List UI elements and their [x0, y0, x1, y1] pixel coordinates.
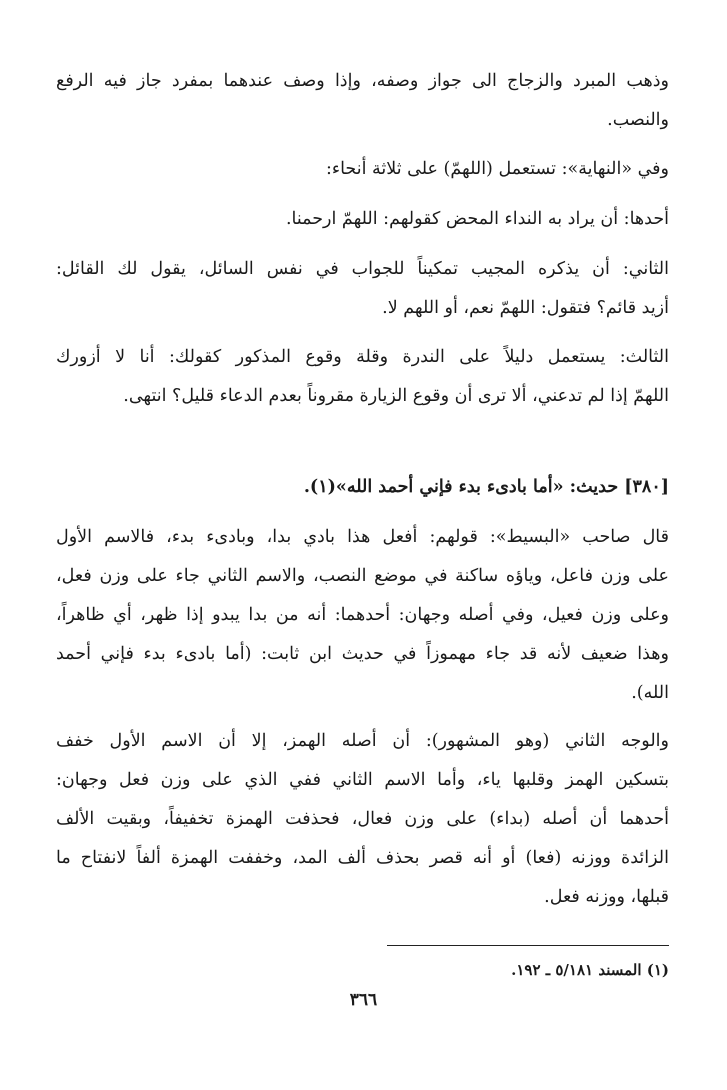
text-line: وذهب المبرد والزجاج الى جواز وصفه، وإذا وصف عندهما بمفرد جاز فيه الرفع: [56, 71, 669, 91]
page-number: ٣٦٦: [349, 990, 378, 1010]
text-line: أحدها: أن يراد به النداء المحض كقولهم: اللهمّ ارحمنا.: [285, 209, 669, 229]
text-line: والنصب.: [607, 110, 669, 130]
text-line: على وزن فاعل، وياؤه ساكنة في موضع النصب، والاسم الثاني جاء على وزن فعل،: [56, 566, 669, 586]
text-line: [٣٨٠] حديث: «أما بادىء بدء فإني أحمد الله»(١).: [303, 477, 669, 497]
text-line: وهذا ضعيف لأنه قد جاء مهموزاً في حديث ابن ثابت: (أما بادىء بدء فإني أحمد: [56, 644, 669, 664]
text-line: قبلها، ووزنه فعل.: [544, 887, 669, 907]
text-line: وعلى وزن فعيل، وفي أصله وجهان: أحدهما: أنه من بدا يبدو إذا ظهر، أي ظاهراً،: [56, 605, 669, 625]
text-line: أزيد قائم؟ فتقول: اللهمّ نعم، أو اللهم لا.: [382, 298, 669, 318]
text-line: الثاني: أن يذكره المجيب تمكيناً للجواب في نفس السائل، يقول لك القائل:: [56, 259, 669, 279]
text-line: بتسكين الهمز وقلبها ياء، وأما الاسم الثاني ففي الذي على وزن فعل وجهان:: [56, 770, 669, 790]
hadith-heading: [56, 468, 669, 507]
text-line: الزائدة ووزنه (فعا) أو أنه قصر بحذف ألف المد، وخففت الهمزة ألفاً لانفتاح ما: [56, 848, 669, 868]
text-line: والوجه الثاني (وهو المشهور): أن أصله الهمز، إلا أن الاسم الأول خفف: [56, 731, 669, 751]
paragraph-second-view: [56, 722, 669, 917]
paragraph-second-use: [56, 250, 669, 328]
text-line: اللهمّ إذا لم تدعني، ألا ترى أن وقوع الزيارة مقروناً بعدم الدعاء قليل؟ انتهى.: [123, 386, 669, 406]
text-line: الثالث: يستعمل دليلاً على الندرة وقلة وقوع المذكور كقولك: أنا لا أزورك: [56, 347, 669, 367]
paragraph-first-use: [56, 200, 669, 239]
footnote-divider: [387, 945, 669, 946]
paragraph-nihaya: [56, 150, 669, 189]
footnote: (١) المسند ٥/١٨١ ـ ١٩٢.: [511, 961, 669, 979]
paragraph-basit: [56, 518, 669, 713]
text-line: أحدهما أن أصله (بداء) على وزن فعال، فحذفت الهمزة تخفيفاً، وبقيت الألف: [56, 809, 669, 829]
text-line: الله).: [631, 683, 669, 703]
text-line: وفي «النهاية»: تستعمل (اللهمّ) على ثلاثة أنحاء:: [325, 159, 669, 179]
text-line: قال صاحب «البسيط»: قولهم: أفعل هذا بادي بدا، وبادىء بدء، فالاسم الأول: [56, 527, 669, 547]
paragraph-mubarrad: [56, 62, 669, 140]
paragraph-third-use: [56, 338, 669, 416]
